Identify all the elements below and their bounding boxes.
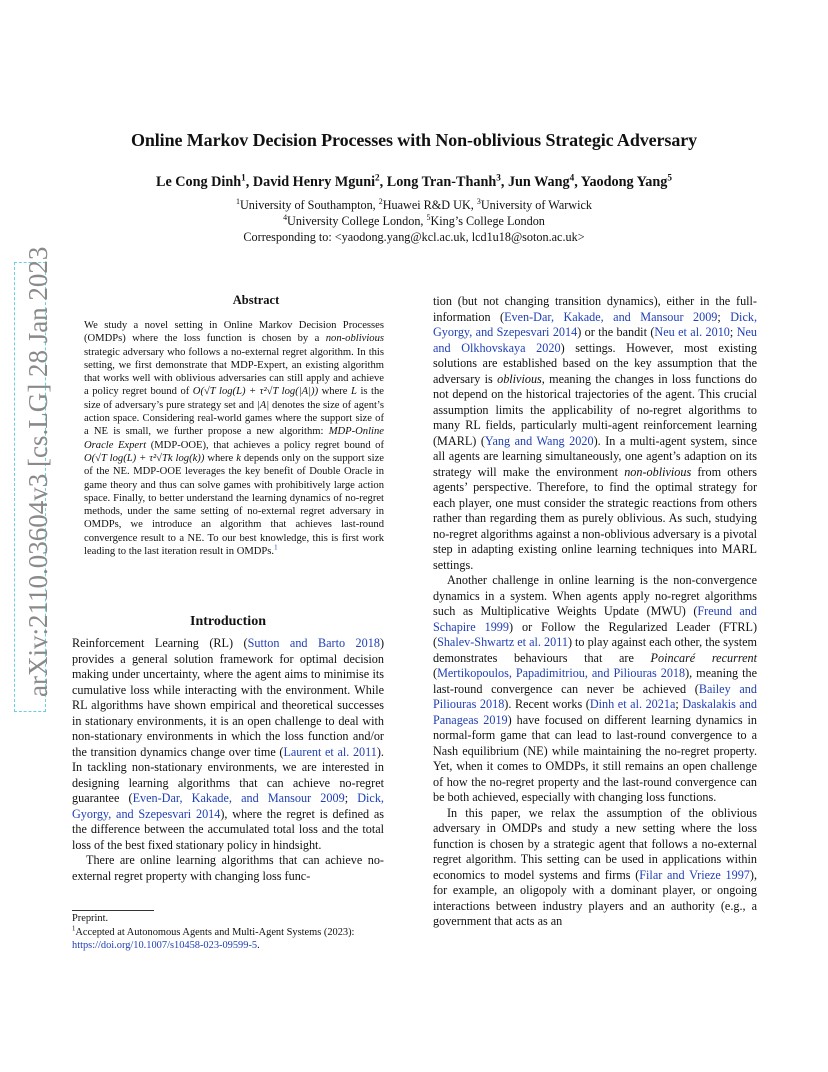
author: Yaodong Yang <box>580 174 668 190</box>
citation-link[interactable]: Sutton and Barto 2018 <box>247 636 380 650</box>
paragraph: In this paper, we relax the assumption of the oblivious adversary in OMDPs and study a new setting where the loss function is chosen by a strategic agent that follows a no-external regret algorithm. This setting can be used in applications within economics to model systems and firms (Filar and Vrieze 1997), for example, an oligopoly with a dominant player, or ongoing interactions between industry players and an authority (e.g., a government that acts as an <box>433 805 757 928</box>
abstract-heading: Abstract <box>232 293 280 307</box>
affiliation-line-1 <box>0 197 828 213</box>
affiliation-line-2 <box>0 213 828 229</box>
affiliation: University College London, <box>287 214 427 228</box>
left-column-body <box>72 636 384 884</box>
right-column-body <box>433 294 757 930</box>
affil-mark: 3 <box>476 196 481 206</box>
citation-link[interactable]: Laurent et al. 2011 <box>283 744 377 759</box>
author-mark: 5 <box>667 172 672 183</box>
citation-link[interactable]: Freund and Schapire 1999 <box>433 604 757 634</box>
affil-mark: 1 <box>236 196 240 206</box>
author: Le Cong Dinh <box>156 174 242 190</box>
affil-mark: 4 <box>283 212 288 222</box>
affiliation: King’s College London <box>430 214 545 228</box>
author: David Henry Mguni <box>252 174 376 190</box>
citation-link[interactable]: Even-Dar, Kakade, and Mansour 2009 <box>504 309 718 324</box>
affiliation: University of Southampton, <box>239 198 379 212</box>
author-list: Le Cong Dinh$^1$, David Henry Mguni$^2$, Long Tran-Thanh$^3$, Jun Wang$^4$, Yaodong Yang$^5$ <box>156 172 672 190</box>
author-mark: 1 <box>241 172 246 183</box>
footnote-rule <box>72 910 154 911</box>
citation-link[interactable]: Daskalakis and Panageas 2019 <box>433 697 757 727</box>
introduction-heading: Introduction <box>190 614 266 629</box>
footnote-link[interactable]: 1 <box>274 544 278 552</box>
regret-bound-formula: O(√T log(L) + τ²√T log(|A|)) <box>192 386 319 398</box>
citation-link[interactable]: Shalev-Shwartz et al. 2011 <box>437 635 568 649</box>
citation-link[interactable]: Bailey and Piliouras 2018 <box>433 681 757 711</box>
paragraph: tion (but not changing transition dynamics), either in the full-information (Even-Dar, Kakade, and Mansour 2009; Dick, Gyorgy, and Szepesvari 2014) or the bandit (Neu et al. 2010; Neu and Olkhovskaya 2020) settings. However, most existing solutions are established based on the key assumption that the adversary is oblivious, meaning the changes in loss functions do not depend on the historical trajectories of the agent. This crucial assumption limits the applicability of no-regret algorithms to many RL fields, particularly multi-agent reinforcement learning (MARL) (Yang and Wang 2020). In a multi-agent system, since all agents are learning simultaneously, one agent’s adaption on its strategy will make the environment non-oblivious from others agents’ perspective. Therefore, to find the optimal strategy for each player, one must consider the strategic reactions from others rather than regarding them as purely oblivious. As such, studying no-regret algorithms against a non-oblivious adversary is a pivotal step in adapting existing online learning techniques into MARL settings. <box>433 294 757 572</box>
citation-link[interactable]: Dinh et al. 2021a <box>589 697 676 711</box>
author-mark: 2 <box>375 172 380 183</box>
citation-link[interactable]: Dick, Gyorgy, and Szepesvari 2014 <box>433 309 757 339</box>
arxiv-side-stamp: arXiv:2110.03604v3 [cs.LG] 28 Jan 2023 <box>23 246 53 697</box>
doi-link[interactable]: https://doi.org/10.1007/s10458-023-09599-5 <box>72 940 258 951</box>
citation-link[interactable]: Yang and Wang 2020 <box>484 433 594 448</box>
paragraph: Another challenge in online learning is the non-convergence dynamics in a system. When agents apply no-regret algorithms such as Multiplicative Weights Update (MWU) (Freund and Schapire 1999) or Follow the Regularized Leader (FTRL) (Shalev-Shwartz et al. 2011) to play against each other, the system demonstrates behaviours that are Poincaré recurrent (Mertikopoulos, Papadimitriou, and Piliouras 2018), meaning the last-round convergence can never be achieved (Bailey and Piliouras 2018). Recent works (Dinh et al. 2021a; Daskalakis and Panageas 2019) have focused on different learning dynamics in normal-form game that can lead to last-round convergence to a Nash equilibrium (NE) while maintaining the no-regret property. Yet, when it comes to OMDPs, it still remains an open challenge of how the no-regret property and the last-round convergence can be both achieved, especially with changing loss functions. <box>433 573 757 804</box>
paragraph: There are online learning algorithms that can achieve no-external regret property with changing loss func- <box>72 853 384 883</box>
affiliation: Huawei R&D UK, <box>382 198 477 212</box>
citation-link[interactable]: Neu and Olkhovskaya 2020 <box>433 325 757 355</box>
author-mark: 3 <box>496 172 501 183</box>
citation-link[interactable]: Filar and Vrieze 1997 <box>639 867 750 882</box>
corresponding-author: Corresponding to: <yaodong.yang@kcl.ac.uk, lcd1u18@soton.ac.uk> <box>243 230 585 244</box>
affil-mark: 5 <box>426 212 431 222</box>
regret-bound-formula: O(√T log(L) + τ²√Tk log(k)) <box>84 452 205 464</box>
citation-link[interactable]: Mertikopoulos, Papadimitriou, and Piliouras 2018 <box>437 666 686 680</box>
author-mark: 4 <box>569 172 575 183</box>
affiliation: University of Warwick <box>480 198 592 212</box>
paper-title: Online Markov Decision Processes with Non-oblivious Strategic Adversary <box>130 130 698 150</box>
citation-link[interactable]: Neu et al. 2010 <box>654 325 730 339</box>
citation-link[interactable]: Even-Dar, Kakade, and Mansour 2009 <box>132 791 345 805</box>
footnote-mark: 1 <box>72 925 76 933</box>
abstract-body: We study a novel setting in Online Markov Decision Processes (OMDPs) where the loss function is chosen by a non-oblivious strategic adversary who follows a no-external regret algorithm. In this setting, we first demonstrate that MDP-Expert, an existing algorithm that works well with oblivious adversaries can still apply and achieve a policy regret bound of O(√T log(L) + τ²√T log(|A|)) where L is the size of adversary’s pure strategy set and |A| denotes the size of agent’s action space. Considering real-world games where the support size of a NE is small, we further propose a new algorithm: MDP-Online Oracle Expert (MDP-OOE), that achieves a policy regret bound of O(√T log(L) + τ²√Tk log(k)) where k depends only on the support size of the NE. MDP-OOE leverages the key benefit of Double Oracle in game theory and thus can solve games with prohibitively large action space. Finally, to better understand the learning dynamics of no-regret methods, under the same setting of no-external regret adversary in OMDPs, we introduce an algorithm that achieves last-round convergence result to a NE. To our best knowledge, this is first work leading to the last iteration result in OMDPs.$^1$ <box>84 320 384 558</box>
affil-mark: 2 <box>378 196 383 206</box>
preprint-note: Preprint. <box>72 913 109 924</box>
paragraph: Reinforcement Learning (RL) (Sutton and Barto 2018) provides a general solution framework for optimal decision making under uncertainty, where the agent aims to minimise its cumulative loss while interacting with the environment. While RL algorithms have shown empirical and theoretical successes in stationary environments, it is an open challenge to deal with non-stationary environments in which the loss function and/or the transition dynamics change over time (Laurent et al. 2011). In tackling non-stationary environments, we are interested in designing learning algorithms that can achieve no-regret guarantee (Even-Dar, Kakade, and Mansour 2009; Dick, Gyorgy, and Szepesvari 2014), where the regret is defined as the difference between the accumulated total loss and the total loss of the best fixed stationary policy in hindsight. <box>72 636 384 852</box>
citation-link[interactable]: Dick, Gyorgy, and Szepesvari 2014 <box>72 791 384 821</box>
footnote-1: $^1$Accepted at Autonomous Agents and Multi-Agent Systems (2023): https://doi.org/10.1007/s10458-023-09599-5. <box>72 925 355 951</box>
author: Long Tran-Thanh <box>386 174 497 190</box>
author: Jun Wang <box>507 174 570 190</box>
